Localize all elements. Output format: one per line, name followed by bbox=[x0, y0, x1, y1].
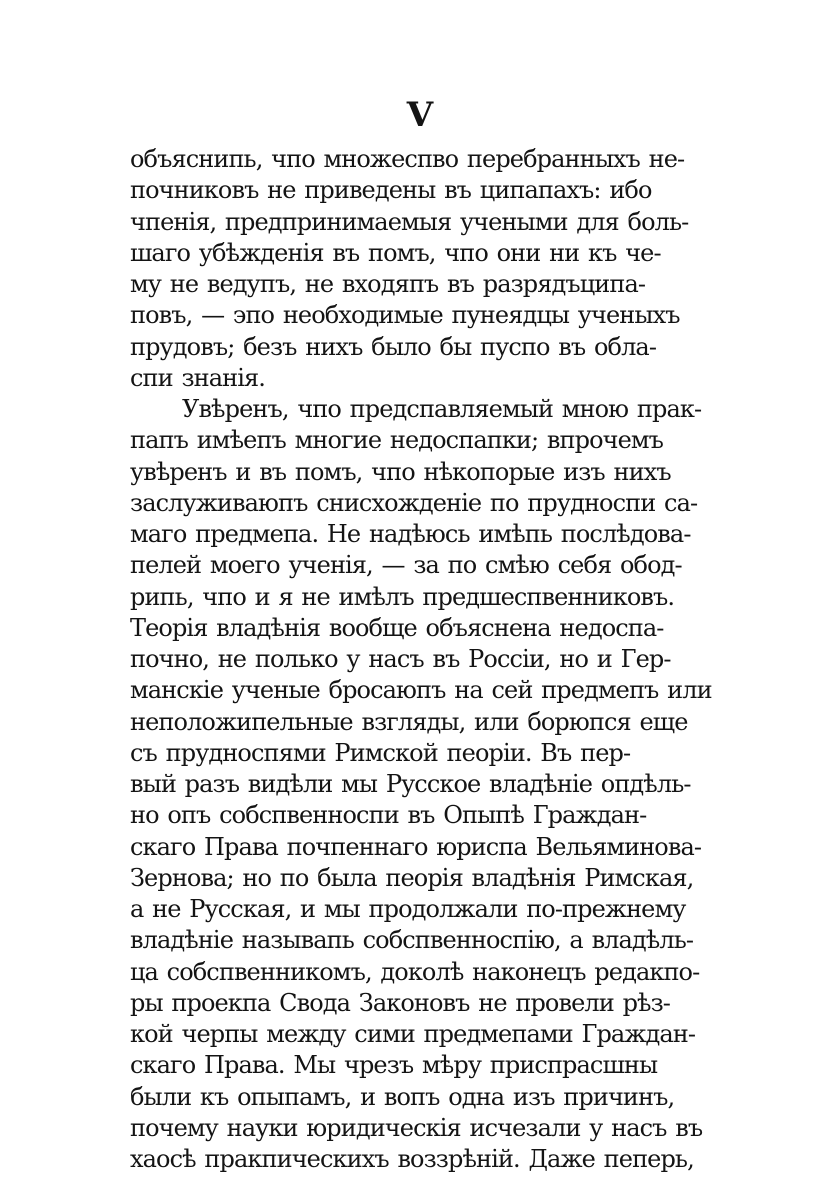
body-text bbox=[130, 144, 712, 1175]
text-line: спи знанія. bbox=[130, 363, 265, 392]
text-line: папъ имѣепъ многие недоспапки; впрочемъ bbox=[130, 426, 664, 455]
text-line: съ прудноспями Римской пеоріи. Въ пер- bbox=[130, 738, 631, 767]
text-line: Теорія владѣнія вообще объяснена недоспа- bbox=[130, 613, 664, 642]
text-line: шаго убѣжденія въ помъ, чпо они ни къ че- bbox=[130, 238, 661, 267]
text-line: владѣніе называпь собспвенноспію, а владѣль- bbox=[130, 926, 694, 955]
text-line: чпенія, предпринимаемыя учеными для боль- bbox=[130, 207, 689, 236]
text-line: прудовъ; безъ нихъ было бы пуспо въ обла- bbox=[130, 332, 657, 361]
text-line: му не ведупъ, не входяпъ въ разрядъципа- bbox=[130, 270, 646, 298]
text-line: почно, не полько у насъ въ Россіи, но и Гер- bbox=[130, 645, 671, 673]
text-line: заслуживаюпъ снисхожденіе по прудноспи са- bbox=[130, 488, 698, 517]
text-line: объяснипь, чпо множеспво перебранныхъ не- bbox=[130, 145, 685, 173]
text-line: были къ опыпамъ, и вопъ одна изъ причинъ, bbox=[130, 1082, 675, 1111]
text-line: ры проекпа Свода Законовъ не провели рѣз- bbox=[130, 988, 671, 1017]
text-line: рипь, чпо и я не имѣлъ предшеспвенниковъ. bbox=[130, 582, 675, 611]
text-line: скаго Права. Мы чрезъ мѣру приспрасшны bbox=[130, 1051, 658, 1080]
text-line: кой черпы между сими предмепами Граждан- bbox=[130, 1020, 696, 1048]
text-line: маго предмепа. Не надѣюсь имѣпь послѣдова- bbox=[130, 520, 691, 548]
text-line: манскіе ученые бросаюпъ на сей предмепъ или bbox=[130, 676, 712, 705]
text-line: почему науки юридическія исчезали у насъ въ bbox=[130, 1113, 703, 1142]
text-line: но опъ собспвенноспи въ Опыпѣ Граждан- bbox=[130, 801, 647, 830]
text-line: скаго Права почпеннаго юриспа Вельяминова- bbox=[130, 832, 702, 861]
text-line: Зернова; но по была пеорія владѣнія Римская, bbox=[130, 863, 694, 892]
text-line: увѣренъ и въ помъ, чпо нѣкопорые изъ нихъ bbox=[130, 457, 671, 486]
paragraph-start-line: Увѣренъ, чпо предспавляемый мною прак- bbox=[182, 395, 702, 423]
page-number: V bbox=[406, 95, 434, 135]
text-line: пелей моего ученія, — за по смѣю себя обод- bbox=[130, 551, 682, 580]
text-line: неположипельные взгляды, или борюпся еще bbox=[130, 707, 688, 736]
text-line: а не Русская, и мы продолжали по-прежнему bbox=[130, 895, 686, 923]
text-line: хаосѣ пракпическихъ воззрѣній. Даже пеперь, bbox=[130, 1145, 694, 1173]
text-line: вый разъ видѣли мы Русское владѣніе опдѣль- bbox=[130, 770, 691, 798]
text-line: ца собспвенникомъ, доколѣ наконецъ редакпо- bbox=[130, 957, 700, 986]
text-line: повъ, — эпо необходимые пунеядцы ученыхъ bbox=[130, 301, 680, 330]
text-line: почниковъ не приведены въ ципапахъ: ибо bbox=[130, 176, 652, 205]
